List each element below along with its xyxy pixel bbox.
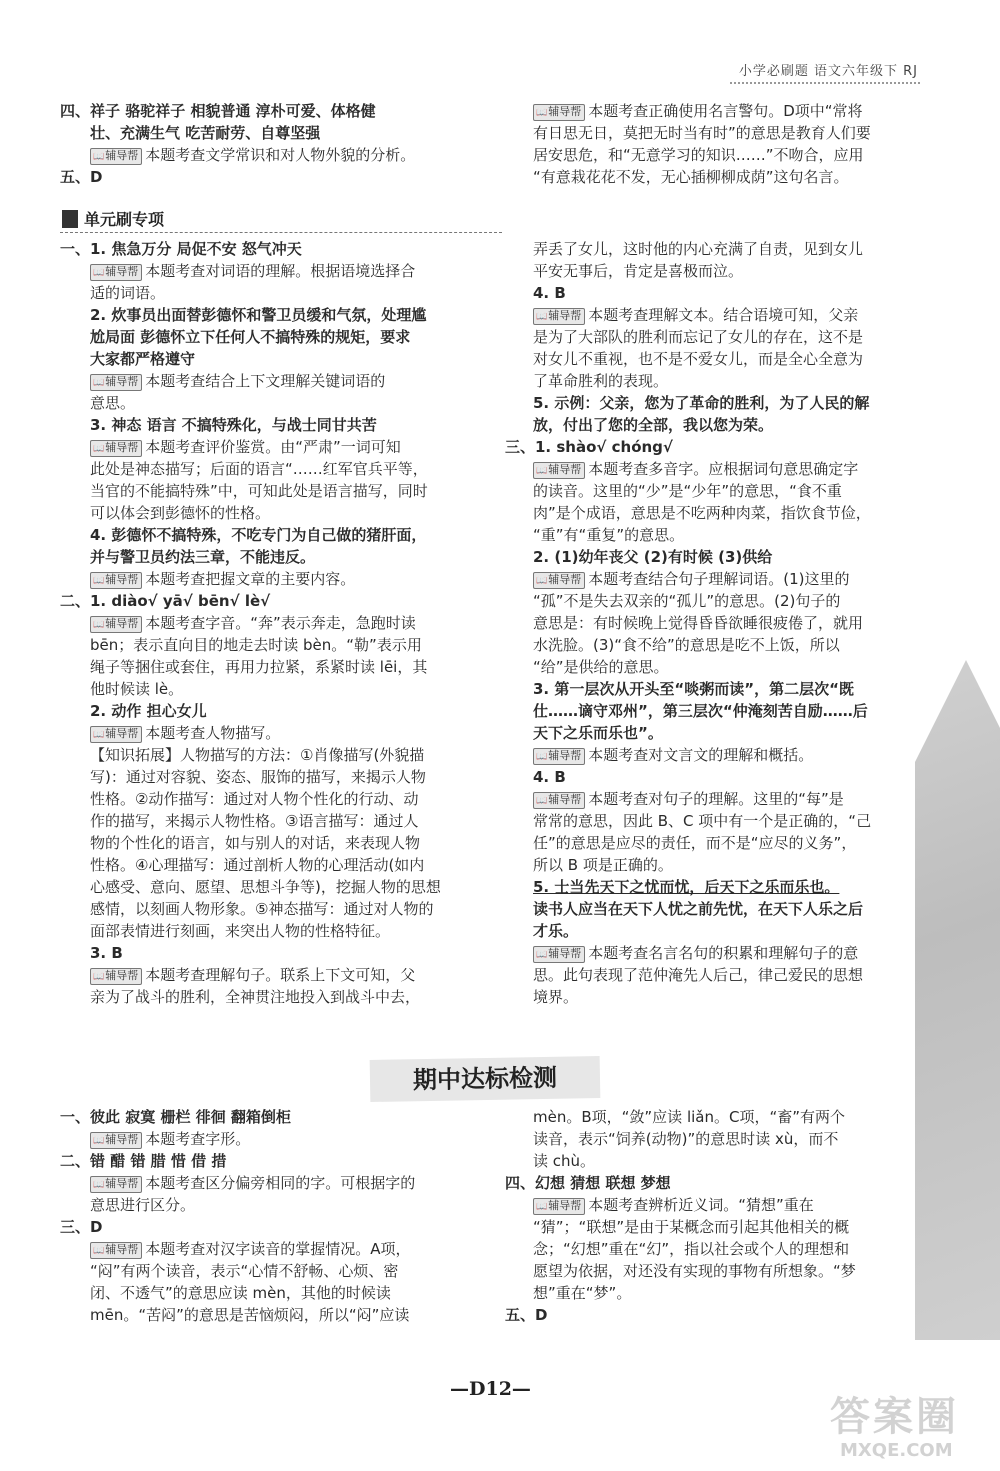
text-line: [505, 788, 920, 810]
text-line: [505, 700, 920, 722]
tutor-tag-icon: 📖 辅导帮: [533, 1198, 585, 1215]
text-line: [60, 370, 480, 392]
text-line: [60, 656, 480, 678]
line-text: 3. 神态 语言 不搞特殊化，与战士同甘共苦: [90, 416, 377, 434]
text-line: [505, 122, 920, 144]
text-line: [505, 238, 920, 260]
line-text: 尬局面 彭德怀立下任何人不搞特殊的规矩，要求: [90, 328, 411, 346]
line-text: 本题考查对汉字读音的掌握情况。A项，: [145, 1240, 411, 1258]
line-text: 本题考查把握文章的主要内容。: [145, 570, 356, 588]
line-text: 本题考查理解句子。联系上下文可知，父: [145, 966, 416, 984]
line-text: 本题考查对词语的理解。根据语境选择合: [145, 262, 416, 280]
line-text: 一、彼此 寂寞 栅栏 徘徊 翻箱倒柜: [60, 1108, 291, 1126]
text-line: [505, 722, 920, 744]
line-text: “给”是供给的意思。: [533, 658, 669, 676]
text-line: [60, 810, 480, 832]
line-text: 性格。②动作描写：通过对人物个性化的行动、动: [90, 790, 419, 808]
tutor-tag-icon: 📖 辅导帮: [533, 748, 585, 765]
text-line: [505, 898, 920, 920]
text-line: [505, 304, 920, 326]
line-text: 亲为了战斗的胜利，全神贯注地投入到战斗中去，: [90, 988, 421, 1006]
line-text: 意思是：有时候晚上觉得昏昏欲睡很疲倦了，就用: [533, 614, 864, 632]
text-line: [60, 546, 480, 568]
text-line: [505, 166, 920, 188]
text-line: [60, 436, 480, 458]
line-text: 仕……谪守邓州”，第三层次“仲淹刻苦自励……后: [533, 702, 868, 720]
text-line: [60, 348, 480, 370]
text-line: [60, 1304, 480, 1326]
text-line: [60, 392, 480, 414]
line-text: 适的词语。: [90, 284, 166, 302]
text-line: [505, 854, 920, 876]
text-line: [60, 238, 480, 260]
tutor-tag-icon: 📖 辅导帮: [90, 1132, 142, 1149]
text-line: [60, 260, 480, 282]
line-text: 大家都严格遵守: [90, 350, 196, 368]
line-text: 对女儿不重视，也不是不爱女儿，而是全心全意为: [533, 350, 864, 368]
text-line: [505, 100, 920, 122]
text-line: [505, 920, 920, 942]
text-line: [505, 326, 920, 348]
tutor-tag-icon: 📖 辅导帮: [90, 1176, 142, 1193]
line-text: 2. 炊事员出面替彭德怀和警卫员缓和气氛，处理尴: [90, 306, 427, 324]
line-text: 五、D: [505, 1306, 548, 1324]
line-text: 当官的不能搞特殊”中，可知此处是语言描写，同时: [90, 482, 428, 500]
text-line: [505, 678, 920, 700]
line-text: 本题考查对文言文的理解和概括。: [588, 746, 814, 764]
right-midterm-block: [505, 1106, 920, 1326]
watermark-url: MXQE.COM: [840, 1440, 953, 1461]
line-text: 弄丢了女儿，这时他的内心充满了自责，见到女儿: [533, 240, 864, 258]
left-midterm-block: [60, 1106, 480, 1326]
line-text: 的读音。这里的“少”是“少年”的意思，“食不重: [533, 482, 842, 500]
line-text: 二、错 醋 错 腊 惜 借 措: [60, 1152, 227, 1170]
left-top-block: [60, 100, 480, 188]
text-line: [60, 1128, 480, 1150]
text-line: [505, 1238, 920, 1260]
tutor-tag-icon: 📖 辅导帮: [533, 308, 585, 325]
line-text: 4. B: [533, 284, 566, 302]
text-line: [60, 634, 480, 656]
text-line: [60, 1150, 480, 1172]
line-text: 放，付出了您的全部，我以您为荣。: [533, 416, 774, 434]
line-text: 壮、充满生气 吃苦耐劳、自尊坚强: [90, 124, 321, 142]
line-text: 肉”是个成语，意思是不吃两种肉菜，指饮食节俭，: [533, 504, 871, 522]
text-line: [60, 876, 480, 898]
line-text: 念；“幻想”重在“幻”，指以社会或个人的理想和: [533, 1240, 850, 1258]
text-line: [60, 612, 480, 634]
line-text: 读音，表示“饲养(动物)”的意思时读 xù，而不: [533, 1130, 839, 1148]
text-line: [505, 876, 920, 898]
tutor-tag-icon: 📖 辅导帮: [90, 616, 142, 633]
text-line: [505, 612, 920, 634]
line-text: 物的个性化的语言，如与别人的对话，来表现人物: [90, 834, 421, 852]
line-text: 了革命胜利的表现。: [533, 372, 669, 390]
text-line: [505, 656, 920, 678]
line-text: “重”有“重复”的意思。: [533, 526, 685, 544]
line-text: 他时候读 lè。: [90, 680, 184, 698]
text-line: [60, 524, 480, 546]
watermark-logo: 答案圈: [830, 1394, 959, 1440]
text-line: [60, 832, 480, 854]
line-text: 本题考查结合句子理解词语。(1)这里的: [588, 570, 850, 588]
text-line: [60, 986, 480, 1008]
text-line: [505, 1260, 920, 1282]
text-line: [505, 766, 920, 788]
right-top-block: [505, 100, 920, 188]
line-text: 意思进行区分。: [90, 1196, 196, 1214]
text-line: [505, 1150, 920, 1172]
line-text: 2. (1)幼年丧父 (2)有时候 (3)供给: [533, 548, 773, 566]
line-text: 本题考查文学常识和对人物外貌的分析。: [145, 146, 416, 164]
line-text: 本题考查结合上下文理解关键词语的: [145, 372, 386, 390]
midterm-section-title: 期中达标检测: [370, 1056, 601, 1102]
line-text: “孤”不是失去双亲的“孤儿”的意思。(2)句子的: [533, 592, 841, 610]
line-text: 三、1. shào√ chóng√: [505, 438, 673, 456]
line-text: 可以体会到彭德怀的性格。: [90, 504, 271, 522]
line-text: 闭、不透气”的意思应读 mèn，其他的时候读: [90, 1284, 391, 1302]
line-text: 有日思无日，莫把无时当有时”的意思是教育人们要: [533, 124, 871, 142]
line-text: 绳子等捆住或套住，再用力拉紧，系紧时读 lēi，其: [90, 658, 428, 676]
text-line: [60, 920, 480, 942]
line-text: 本题考查理解文本。结合语境可知，父亲: [588, 306, 859, 324]
tutor-tag-icon: 📖 辅导帮: [90, 1242, 142, 1259]
text-line: [505, 260, 920, 282]
text-line: [505, 1106, 920, 1128]
page-number: —D12—: [450, 1378, 531, 1400]
right-unit-block: [505, 238, 920, 1008]
tutor-tag-icon: 📖 辅导帮: [533, 792, 585, 809]
tutor-tag-icon: 📖 辅导帮: [533, 462, 585, 479]
text-line: [505, 1216, 920, 1238]
line-text: bēn；表示直向目的地走去时读 bèn。“勒”表示用: [90, 636, 422, 654]
tutor-tag-icon: 📖 辅导帮: [90, 726, 142, 743]
line-text: 读 chù。: [533, 1152, 596, 1170]
text-line: [505, 1128, 920, 1150]
text-line: [60, 1172, 480, 1194]
line-text: “有意栽花花不发，无心插柳柳成荫”这句名言。: [533, 168, 849, 186]
text-line: [505, 480, 920, 502]
line-text: 读书人应当在天下人忧之前先忧，在天下人乐之后: [533, 900, 864, 918]
text-line: [60, 304, 480, 326]
text-line: [60, 1260, 480, 1282]
line-text: “闷”有两个读音，表示“心情不舒畅、心烦、密: [90, 1262, 399, 1280]
text-line: [60, 1238, 480, 1260]
line-text: 一、1. 焦急万分 局促不安 怒气冲天: [60, 240, 302, 258]
text-line: [60, 414, 480, 436]
line-text: 并与警卫员约法三章，不能违反。: [90, 548, 316, 566]
line-text: 常常的意思，因此 B、C 项中有一个是正确的，“己: [533, 812, 872, 830]
section-marker-icon: [62, 210, 78, 228]
header-title: 小学必刷题 语文六年级下 RJ: [738, 64, 918, 79]
text-line: [60, 458, 480, 480]
text-line: [60, 100, 480, 122]
left-unit-block: [60, 238, 480, 1008]
line-text: 愿望为依据，对还没有实现的事物有所想象。“梦: [533, 1262, 856, 1280]
line-text: 本题考查辨析近义词。“猜想”重在: [588, 1196, 814, 1214]
line-text: 此处是神态描写；后面的语言“……红军官兵平等，: [90, 460, 428, 478]
line-text: 本题考查名言名句的积累和理解句子的意: [588, 944, 859, 962]
text-line: [60, 144, 480, 166]
line-text: 2. 动作 担心女儿: [90, 702, 207, 720]
line-text: 思。此句表现了范仲淹先人后己，律己爱民的思想: [533, 966, 864, 984]
line-text: 本题考查字音。“奔”表示奔走，急跑时读: [145, 614, 416, 632]
text-line: [505, 1304, 920, 1326]
line-text: 平安无事后，肯定是喜极而泣。: [533, 262, 744, 280]
line-text: 本题考查正确使用名言警句。D项中“常将: [588, 102, 863, 120]
line-text: 本题考查对句子的理解。这里的“每”是: [588, 790, 844, 808]
line-text: “猜”；“联想”是由于某概念而引起其他相关的概: [533, 1218, 850, 1236]
text-line: [505, 634, 920, 656]
line-text: 3. 第一层次从开头至“啖粥而读”，第二层次“既: [533, 680, 854, 698]
line-text: 水洗脸。(3)“食不给”的意思是吃不上饭，所以: [533, 636, 840, 654]
text-line: [505, 1172, 920, 1194]
text-line: [505, 942, 920, 964]
text-line: [60, 722, 480, 744]
line-text: 4. B: [533, 768, 566, 786]
text-line: [60, 590, 480, 612]
text-line: [505, 502, 920, 524]
text-line: [505, 546, 920, 568]
tutor-tag-icon: 📖 辅导帮: [90, 374, 142, 391]
text-line: [60, 766, 480, 788]
line-text: 是为了大部队的胜利而忘记了女儿的存在，这不是: [533, 328, 864, 346]
text-line: [60, 122, 480, 144]
tutor-tag-icon: 📖 辅导帮: [533, 104, 585, 121]
text-line: [60, 700, 480, 722]
line-text: 本题考查评价鉴赏。由“严肃”一词可知: [145, 438, 401, 456]
line-text: 性格。④心理描写：通过剖析人物的心理活动(如内: [90, 856, 425, 874]
text-line: [60, 1106, 480, 1128]
text-line: [505, 810, 920, 832]
line-text: 4. 彭德怀不搞特殊，不吃专门为自己做的猪肝面，: [90, 526, 427, 544]
text-line: [505, 392, 920, 414]
text-line: [505, 414, 920, 436]
line-text: 本题考查多音字。应根据词句意思确定字: [588, 460, 859, 478]
text-line: [60, 1282, 480, 1304]
tutor-tag-icon: 📖 辅导帮: [90, 572, 142, 589]
line-text: 天下之乐而乐也”。: [533, 724, 663, 742]
text-line: [60, 744, 480, 766]
text-line: [505, 524, 920, 546]
line-text: 心感受、意向、愿望、思想斗争等)，挖掘人物的思想: [90, 878, 441, 896]
text-line: [505, 348, 920, 370]
line-text: 二、1. diào√ yā√ bēn√ lè√: [60, 592, 271, 610]
tutor-tag-icon: 📖 辅导帮: [90, 440, 142, 457]
tutor-tag-icon: 📖 辅导帮: [90, 264, 142, 281]
line-text: 作的描写，来揭示人物性格。③语言描写：通过人: [90, 812, 419, 830]
unit-section-title: 单元刷专项: [62, 207, 164, 230]
text-line: [505, 1282, 920, 1304]
line-text: 三、D: [60, 1218, 103, 1236]
line-text: 本题考查字形。: [145, 1130, 251, 1148]
tutor-tag-icon: 📖 辅导帮: [90, 148, 142, 165]
text-line: [60, 1194, 480, 1216]
line-text: 5. 士当先天下之忧而忧，后天下之乐而乐也。: [533, 878, 840, 896]
line-text: 3. B: [90, 944, 123, 962]
unit-section-rule: [60, 232, 502, 233]
line-text: 任”的意思是应尽的责任，而不是“应尽的义务”，: [533, 834, 857, 852]
line-text: 【知识拓展】人物描写的方法：①肖像描写(外貌描: [90, 746, 425, 764]
line-text: mèn。B项，“敛”应读 liǎn。C项，“畜”有两个: [533, 1108, 845, 1126]
text-line: [505, 282, 920, 304]
line-text: 想”重在“梦”。: [533, 1284, 632, 1302]
line-text: mēn。“苦闷”的意思是苦恼烦闷，所以“闷”应读: [90, 1306, 410, 1324]
text-line: [60, 568, 480, 590]
text-line: [505, 986, 920, 1008]
line-text: 所以 B 项是正确的。: [533, 856, 673, 874]
line-text: 才乐。: [533, 922, 579, 940]
text-line: [505, 458, 920, 480]
line-text: 5. 示例：父亲，您为了革命的胜利，为了人民的解: [533, 394, 870, 412]
text-line: [60, 282, 480, 304]
line-text: 面部表情进行刻画，来突出人物的性格特征。: [90, 922, 391, 940]
tutor-tag-icon: 📖 辅导帮: [533, 572, 585, 589]
text-line: [60, 788, 480, 810]
line-text: 感情，以刻画人物形象。⑤神态描写：通过对人物的: [90, 900, 434, 918]
text-line: [505, 832, 920, 854]
text-line: [60, 898, 480, 920]
text-line: [60, 166, 480, 188]
text-line: [60, 326, 480, 348]
text-line: [60, 480, 480, 502]
line-text: 境界。: [533, 988, 579, 1006]
header-divider: [730, 82, 920, 84]
tutor-tag-icon: 📖 辅导帮: [90, 968, 142, 985]
text-line: [60, 854, 480, 876]
text-line: [505, 436, 920, 458]
text-line: [505, 744, 920, 766]
text-line: [60, 964, 480, 986]
text-line: [60, 502, 480, 524]
line-text: 居安思危，和“无意学习的知识……”不吻合，应用: [533, 146, 864, 164]
text-line: [505, 964, 920, 986]
line-text: 五、D: [60, 168, 103, 186]
line-text: 本题考查人物描写。: [145, 724, 281, 742]
text-line: [505, 1194, 920, 1216]
line-text: 意思。: [90, 394, 136, 412]
tutor-tag-icon: 📖 辅导帮: [533, 946, 585, 963]
text-line: [60, 942, 480, 964]
text-line: [505, 568, 920, 590]
side-decoration: [915, 660, 1000, 1340]
text-line: [505, 144, 920, 166]
line-text: 写)：通过对容貌、姿态、服饰的描写，来揭示人物: [90, 768, 426, 786]
text-line: [60, 678, 480, 700]
line-text: 本题考查区分偏旁相同的字。可根据字的: [145, 1174, 416, 1192]
text-line: [505, 590, 920, 612]
line-text: 四、祥子 骆驼祥子 相貌普通 淳朴可爱、体格健: [60, 102, 376, 120]
text-line: [505, 370, 920, 392]
line-text: 四、幻想 猜想 联想 梦想: [505, 1174, 671, 1192]
text-line: [60, 1216, 480, 1238]
